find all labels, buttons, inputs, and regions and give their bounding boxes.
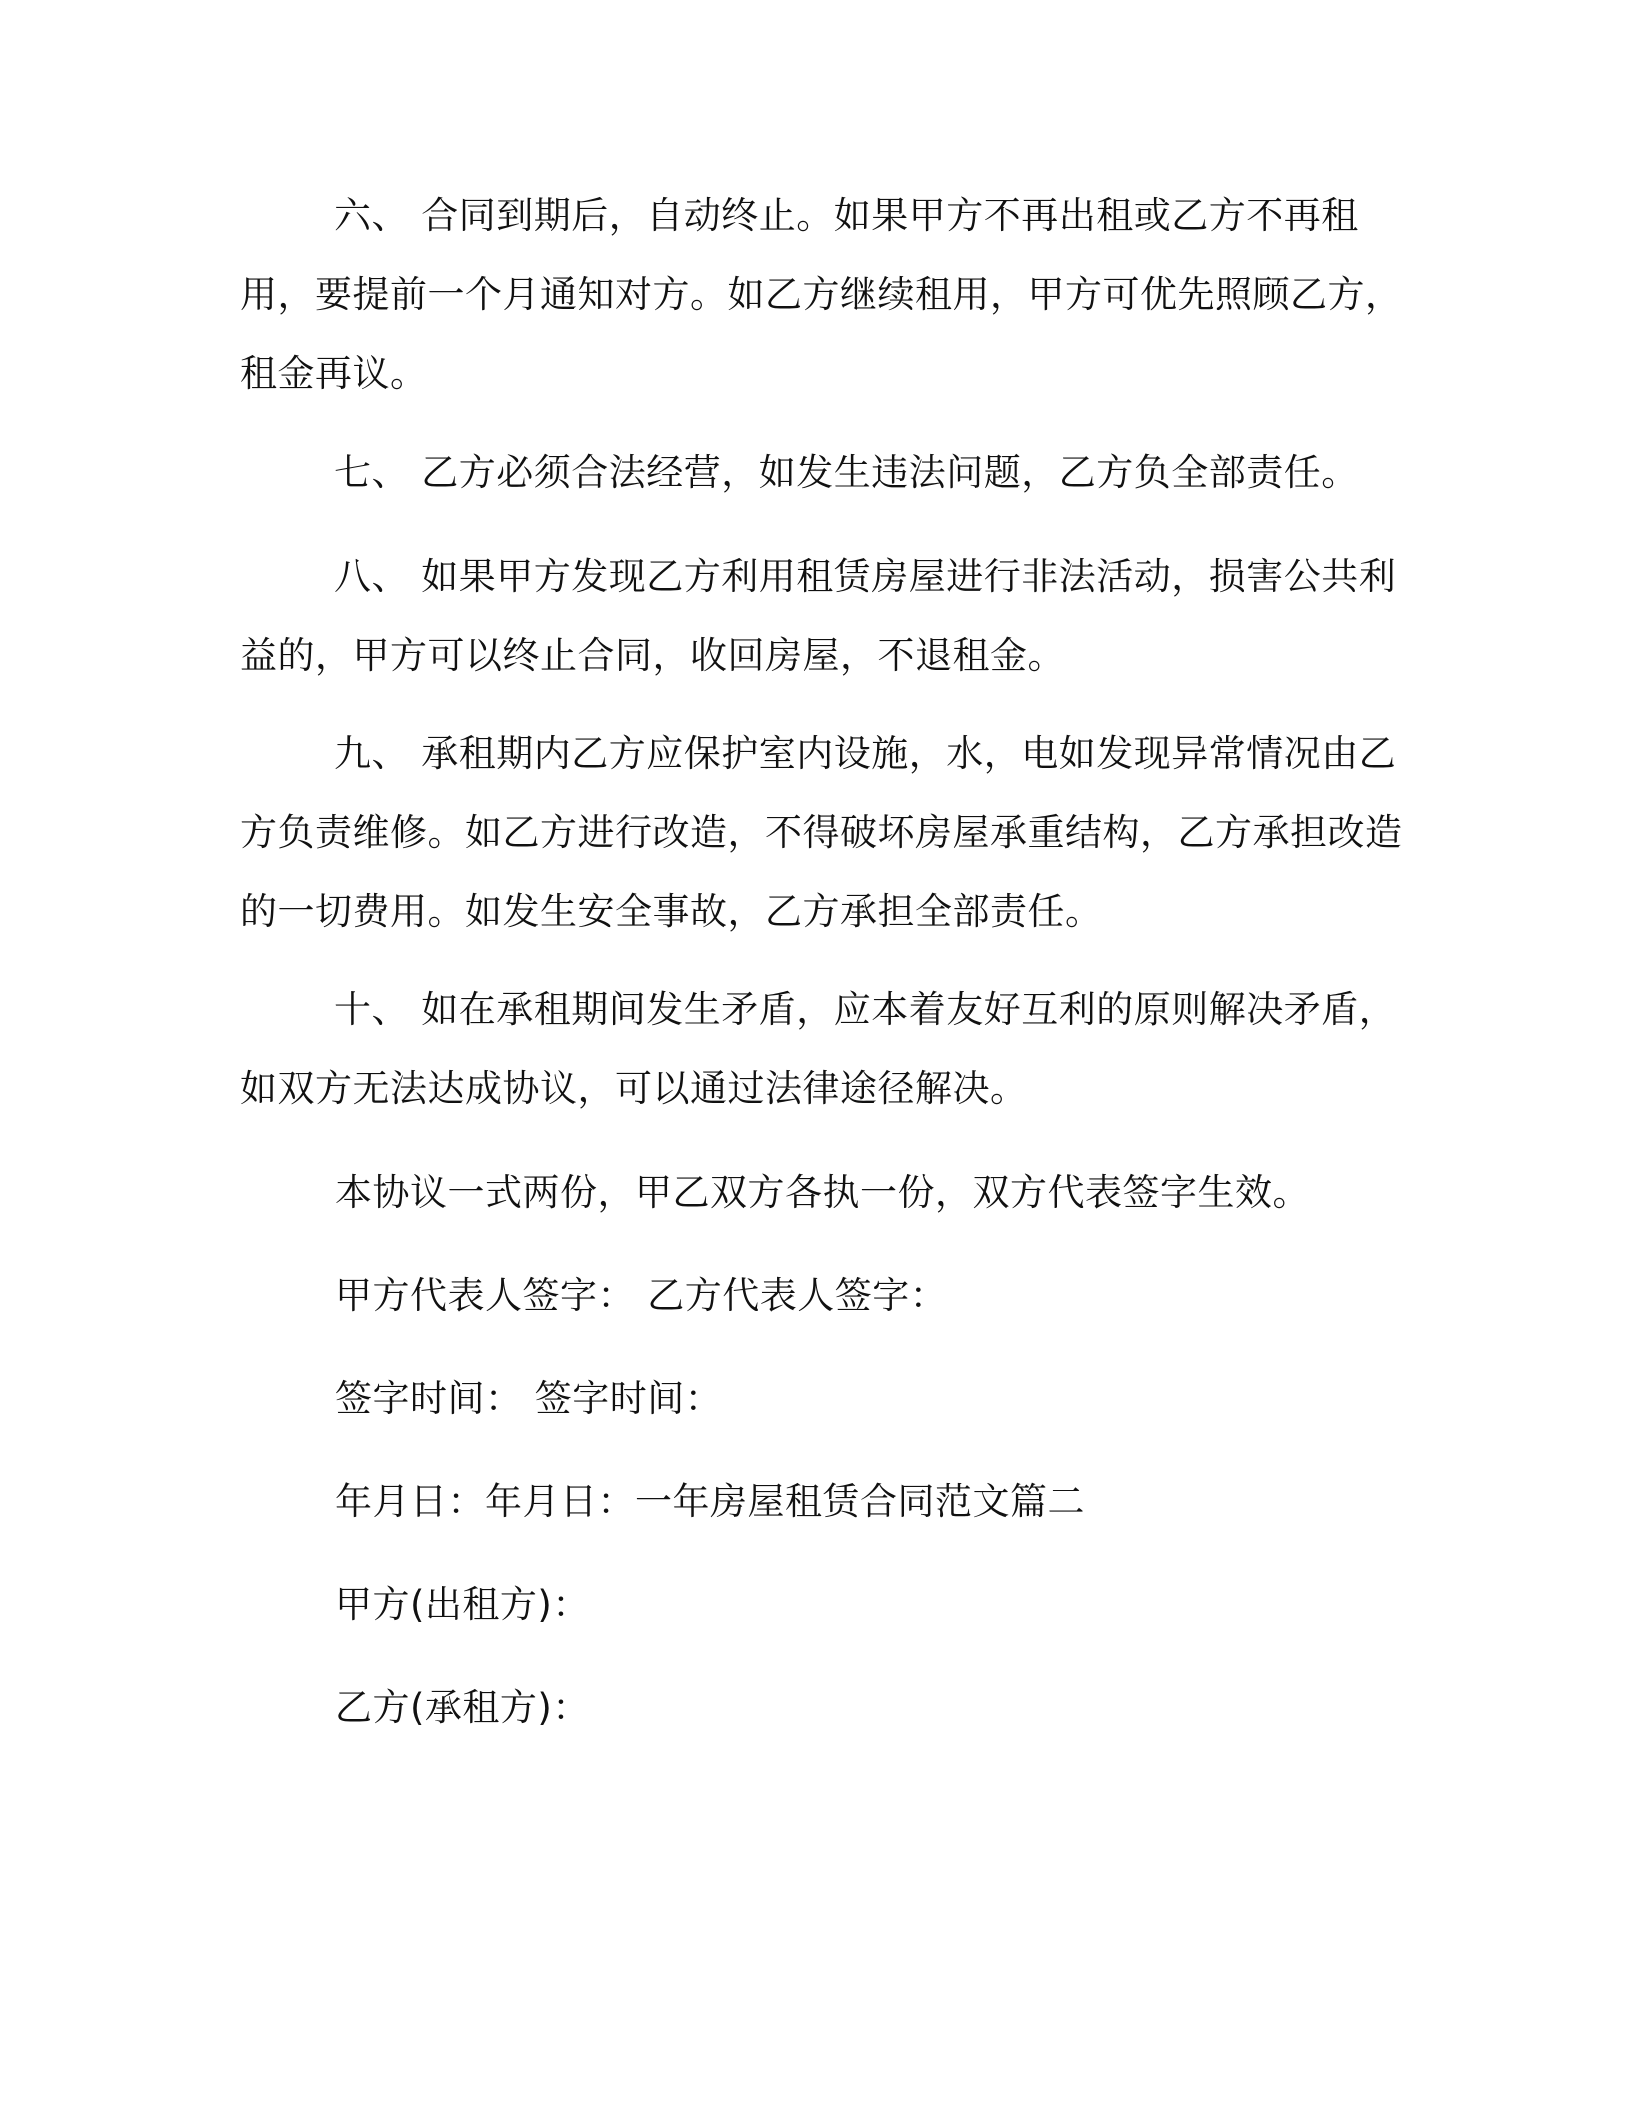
clause-6 xyxy=(240,176,1420,413)
clause-6-text: 合同到期后，自动终止。如果甲方不再出租或乙方不再租用，要提前一个月通知对方。如乙方继续租用，甲方可优先照顾乙方，租金再议。 xyxy=(240,194,1403,395)
clause-10-number: 十、 xyxy=(334,988,409,1031)
clause-7-text: 乙方必须合法经营，如发生违法问题，乙方负全部责任。 xyxy=(421,451,1359,494)
clause-9 xyxy=(240,714,1420,951)
signing-time-line: 签字时间： 签字时间： xyxy=(335,1377,723,1420)
party-b-line: 乙方(承租方)： xyxy=(335,1686,590,1729)
date-line: 年月日：年月日：一年房屋租赁合同范文篇二 xyxy=(335,1480,1085,1523)
clause-9-text: 承租期内乙方应保护室内设施，水，电如发现异常情况由乙方负责维修。如乙方进行改造，不得破坏房屋承重结构，乙方承担改造的一切费用。如发生安全事故，乙方承担全部责任。 xyxy=(240,732,1403,933)
party-a-line: 甲方(出租方)： xyxy=(335,1583,590,1626)
clause-8 xyxy=(240,537,1420,695)
signature-line: 甲方代表人签字： 乙方代表人签字： xyxy=(335,1274,948,1317)
clause-8-number: 八、 xyxy=(334,555,409,598)
clause-6-number: 六、 xyxy=(334,194,409,237)
clause-8-text: 如果甲方发现乙方利用租赁房屋进行非法活动，损害公共利益的，甲方可以终止合同，收回房屋，不退租金。 xyxy=(240,555,1397,677)
clause-9-number: 九、 xyxy=(334,732,409,775)
clause-7 xyxy=(240,433,1420,512)
clause-7-number: 七、 xyxy=(334,451,409,494)
clause-10 xyxy=(240,970,1420,1128)
clause-10-text: 如在承租期间发生矛盾，应本着友好互利的原则解决矛盾，如双方无法达成协议，可以通过法律途径解决。 xyxy=(240,988,1397,1110)
closing-statement: 本协议一式两份，甲乙双方各执一份，双方代表签字生效。 xyxy=(335,1171,1310,1214)
